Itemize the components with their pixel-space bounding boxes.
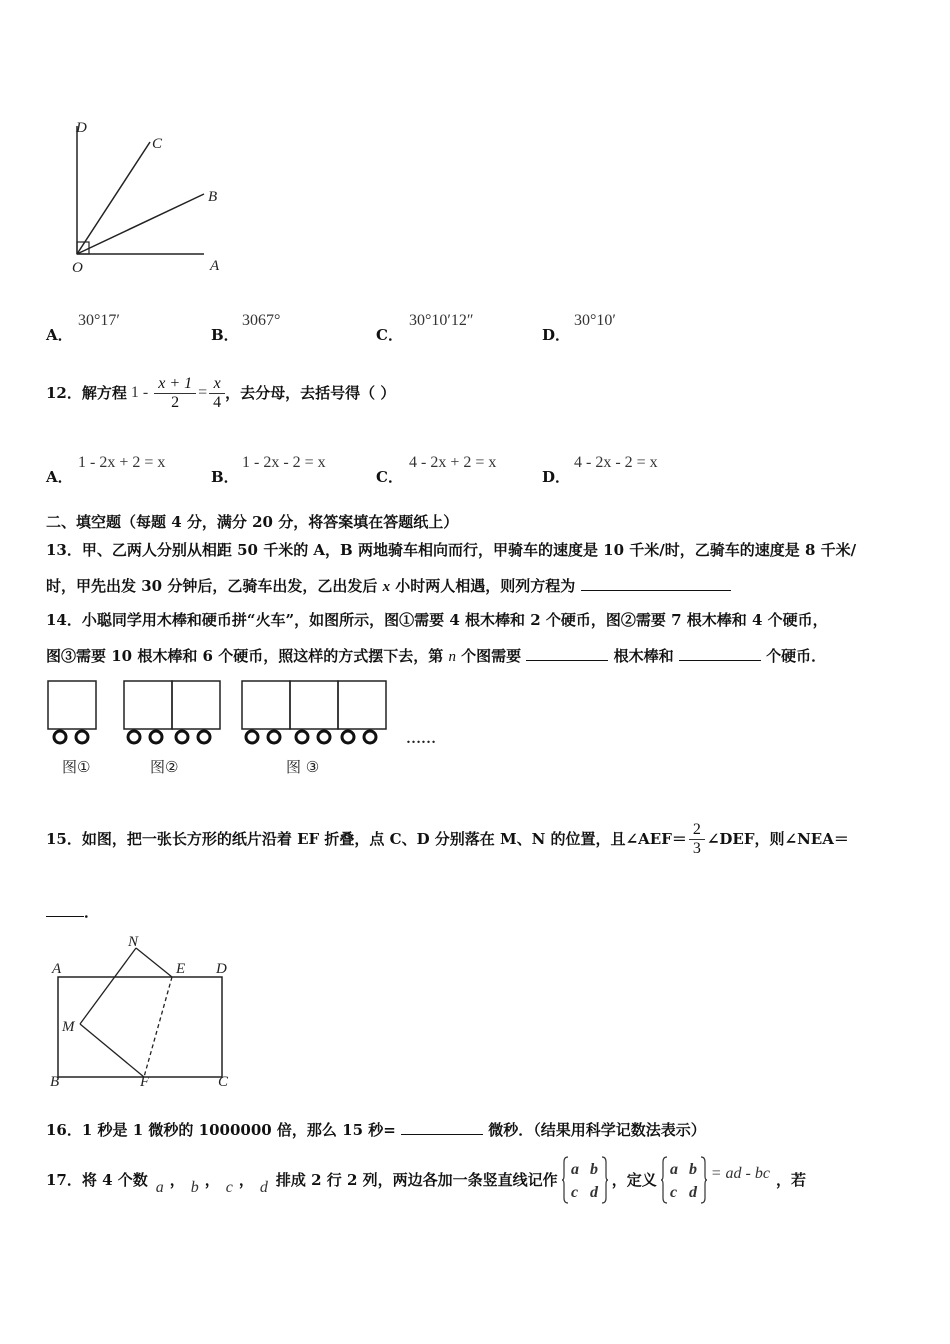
q11-option-a-value: 30°17′ <box>78 312 120 329</box>
angle-figure <box>60 112 240 282</box>
q12-number: 12． <box>46 384 82 402</box>
q17-text-c: ，定义 <box>611 1171 657 1189</box>
q15-line-1 <box>46 814 849 864</box>
segment-nm <box>80 948 136 1024</box>
q17-question: 17．将 4 个数 a ， b ， c ， d 排成 2 行 2 列，两边各加一条竖直线记作 a b c d ，定义 a b c d = ad - bc ，若 <box>46 1152 806 1208</box>
label-d: D <box>76 120 87 136</box>
label-a: A <box>210 258 220 274</box>
q17-var-b: b <box>190 1179 199 1196</box>
q13-line-1: 13．甲、乙两人分别从相距 50 千米的 A，B 两地骑车相向而行，甲骑车的速度是 10 千米/时，乙骑车的速度是 8 千米/ <box>46 541 857 559</box>
q13-line-2-b: 小时两人相遇，则列方程为 <box>395 577 576 595</box>
train-ellipsis: …… <box>406 731 436 747</box>
q15-line-2-end: ． <box>84 903 100 921</box>
label-n: N <box>128 934 139 950</box>
matrix-1-d: d <box>589 1184 598 1201</box>
q11-option-b-letter: B． <box>211 326 239 344</box>
q11-option-b-value: 3067° <box>242 312 281 329</box>
q17-matrix-2 <box>661 1154 707 1206</box>
q14-line-2-c: 根木棒和 <box>613 647 674 665</box>
q11-option-c-value: 30°10′12″ <box>409 312 474 329</box>
q12-fraction-1 <box>154 375 196 412</box>
matrix-2-c: c <box>669 1184 677 1201</box>
q16-text-a: 16．1 秒是 1 微秒的 1000000 倍，那么 15 秒= <box>46 1121 396 1139</box>
matrix-2-b: b <box>688 1161 697 1178</box>
q14-coins-blank[interactable] <box>679 660 761 661</box>
q12-prefix: 解方程 <box>81 384 127 402</box>
train-label-3: 图 ③ <box>286 758 320 776</box>
q12-frac2-numerator: x <box>209 375 225 394</box>
q14-line-2 <box>46 646 826 667</box>
segment-ne <box>136 948 172 977</box>
q17-text-b: 排成 2 行 2 列，两边各加一条竖直线记作 <box>275 1171 558 1189</box>
q11-option-d-value: 30°10′ <box>574 312 616 329</box>
q13-line-2-a: 时，甲先出发 30 分钟后，乙骑车出发，乙出发后 <box>46 577 378 595</box>
fold-line-ef <box>144 977 172 1077</box>
q12-frac1-numerator: x + 1 <box>154 375 196 394</box>
q11-option-d-letter: D． <box>542 326 571 344</box>
label-f: F <box>140 1074 150 1090</box>
label-b: B <box>50 1074 60 1090</box>
q13-line-2 <box>46 576 731 597</box>
q12-option-b-letter: B． <box>211 468 239 486</box>
q17-var-c: c <box>225 1179 233 1196</box>
q15-fraction-denominator: 3 <box>692 839 701 857</box>
q12-option-c-letter: C． <box>376 468 403 486</box>
q15-answer-blank[interactable] <box>46 916 84 917</box>
rectangle-abcd <box>58 977 222 1077</box>
label-c: C <box>152 136 163 152</box>
q12-suffix: ，去分母，去括号得（ ） <box>225 384 396 402</box>
label-d: D <box>216 961 227 977</box>
q12-frac2-denominator: 4 <box>213 393 222 411</box>
q11-option-c-letter: C． <box>376 326 403 344</box>
train-label-1: 图① <box>62 758 91 776</box>
q14-line-2-b: 个图需要 <box>461 647 522 665</box>
q12-option-d-letter: D． <box>542 468 571 486</box>
q15-line-1-a: 15．如图，把一张长方形的纸片沿着 EF 折叠，点 C、D 分别落在 M、N 的位置，且∠AEF＝ <box>46 830 687 848</box>
matrix-1-c: c <box>570 1184 578 1201</box>
q15-line-1-b: ∠DEF，则∠NEA＝ <box>706 830 849 848</box>
q15-fraction <box>689 821 705 858</box>
section-2-title: 二、填空题（每题 4 分，满分 20 分，将答案填在答题纸上） <box>46 513 459 531</box>
segment-mf <box>80 1024 144 1077</box>
matrix-2-d: d <box>688 1184 697 1201</box>
label-a: A <box>52 961 62 977</box>
q12-fraction-2 <box>209 375 225 412</box>
q12-question <box>46 370 395 416</box>
train-figure-3 <box>242 681 386 743</box>
label-e: E <box>176 961 186 977</box>
q12-option-a-letter: A． <box>46 468 73 486</box>
matrix-2-a: a <box>669 1161 678 1178</box>
fold-figure <box>44 930 244 1090</box>
label-b: B <box>208 189 218 205</box>
q14-sticks-blank[interactable] <box>526 660 608 661</box>
q12-option-a-value: 1 - 2x + 2 = x <box>78 454 166 471</box>
train-figure-1 <box>48 681 96 743</box>
q14-line-2-a: 图③需要 10 根木棒和 6 个硬币，照这样的方式摆下去，第 <box>46 647 444 665</box>
q14-line-2-d: 个硬币． <box>766 647 827 665</box>
train-label-2: 图② <box>150 758 179 776</box>
q16-answer-blank[interactable] <box>401 1134 483 1135</box>
q17-definition: = ad - bc <box>710 1165 770 1182</box>
q14-line-1: 14．小聪同学用木棒和硬币拼“火车”，如图所示，图①需要 4 根木棒和 2 个硬币，图②需要 7 根木棒和 4 个硬币， <box>46 611 828 629</box>
q12-option-d-value: 4 - 2x - 2 = x <box>574 454 658 471</box>
q15-fraction-numerator: 2 <box>689 821 705 840</box>
q17-var-d: d <box>259 1179 268 1196</box>
q17-var-a: a <box>155 1179 164 1196</box>
q15-line-2 <box>46 902 99 922</box>
q12-equals: = <box>198 384 208 401</box>
q11-option-a-letter: A． <box>46 326 73 344</box>
q12-const: 1 - <box>130 384 149 401</box>
matrix-1-b: b <box>589 1161 598 1178</box>
train-figure-2 <box>124 681 220 743</box>
q14-variable-n: n <box>448 649 456 665</box>
q12-option-b-value: 1 - 2x - 2 = x <box>242 454 326 471</box>
label-m: M <box>62 1019 75 1035</box>
q12-option-c-value: 4 - 2x + 2 = x <box>409 454 497 471</box>
q17-text-a: 17．将 4 个数 <box>46 1171 148 1189</box>
q17-text-d: ，若 <box>775 1171 806 1189</box>
q17-matrix-1 <box>562 1154 608 1206</box>
label-c: C <box>218 1074 229 1090</box>
label-o: O <box>72 260 83 276</box>
q16-text-b: 微秒．（结果用科学记数法表示） <box>488 1121 706 1139</box>
train-figure <box>44 678 464 782</box>
q12-options <box>46 454 906 486</box>
q13-variable-x: x <box>382 579 391 595</box>
q12-frac1-denominator: 2 <box>171 393 180 411</box>
matrix-1-a: a <box>570 1161 579 1178</box>
q11-options <box>46 312 906 344</box>
q16-question <box>46 1120 706 1140</box>
q13-answer-blank[interactable] <box>581 590 731 591</box>
